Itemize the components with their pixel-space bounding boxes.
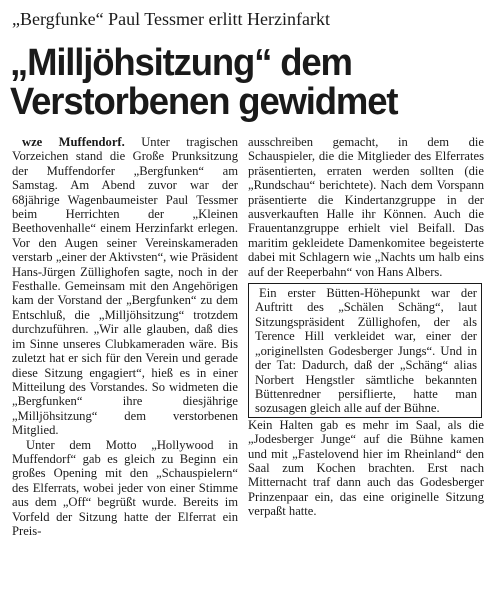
byline: wze Muffendorf. — [22, 135, 125, 149]
headline-line-2: Verstorbenen gewidmet — [10, 81, 398, 123]
article-kicker: „Bergfunke“ Paul Tessmer erlitt Herzinfarkt — [12, 9, 330, 29]
column-1-paragraph-1-text: Unter tragischen Vorzeichen stand die Große Prunksitzung der Muffendorfer „Bergfunken“ am Samstag. Am Abend zuvor war der 68jährige Wagenbaumeister Paul Tessmer beim Herrichten der „Kleinen Beethovenhalle“ einem Herzinfarkt erlegen. Vor den Augen seiner Vereinskameraden verstarb „einer der Aktivsten“, wie Präsident Hans-Jürgen Züllighofen sagte, noch in der Festhalle. Gemeinsam mit den Angehörigen kam der Vorstand der „Bergfunken“ zu dem Entschluß, die „Milljöhsitzung“ trotzdem durchzuführen. „Wir alle glauben, daß dies im Sinne unseres Clubkameraden wäre. Bis zuletzt hat er sich für den Verein und gerade diese Sitzung engagiert“, hieß es in einer Mitteilung des Vorstandes. So widmeten die „Bergfunken“ ihre diesjährige „Milljöhsitzung“ dem verstorbenen Mitglied. — [12, 135, 239, 438]
article-headline — [10, 44, 486, 122]
column-1-paragraph-1 — [12, 135, 238, 438]
article-column-1 — [12, 135, 238, 538]
article-column-2 — [248, 135, 484, 519]
highlight-box — [248, 283, 482, 418]
headline-line-1: „Milljöhsitzung“ dem — [10, 42, 352, 84]
highlight-box-text: Ein erster Bütten-Höhepunkt war der Auftritt des „Schälen Schäng“, laut Sitzungspräsident Züllighofen, der als Terence Hill verkleidet war, einer der „originellsten Godesberger Jungs“. Und in der Tat: Dadurch, daß der „Schäng“ alias Norbert Hengstler sämtliche bekannten Büttenredner persiflierte, hatte man sozusagen gleich alle auf der Bühne. — [255, 286, 477, 416]
column-1-paragraph-2: Unter dem Motto „Hollywood in Muffendorf“ gab es gleich zu Beginn ein großes Opening mit den „Schauspielern“ des Elferrats, wobei jeder von einer Stimme aus dem „Off“ begrüßt wurde. Bereits im Vorfeld der Sitzung hatte der Elferrat ein Preis- — [12, 437, 238, 538]
column-2-paragraph-3: Kein Halten gab es mehr im Saal, als die „Jodesberger Junge“ auf die Bühne kamen und mit „Fastelovend hier im Rheinland“ den Saal zum Kochen brachten. Erst nach Mitternacht traf dann auch das Godesberger Prinzenpaar ein, das eine originelle Sitzung verpaßt hatte. — [248, 417, 484, 519]
column-2-paragraph-1: ausschreiben gemacht, in dem die Schauspieler, die die Mitglieder des Elferrates präsentierten, erraten werden sollten (die „Rundschau“ berichtete). Nach dem Vorspann präsentierte die Kindertanzgruppe in der ausverkauften Halle ihr Können. Auch die Frauentanzgruppe erhielt viel Beifall. Das maritim gekleidete Damenkomitee begeisterte dabei mit Schlagern wie „Nachts um halb eins auf der Reeperbahn“ von Hans Albers. — [248, 135, 484, 279]
